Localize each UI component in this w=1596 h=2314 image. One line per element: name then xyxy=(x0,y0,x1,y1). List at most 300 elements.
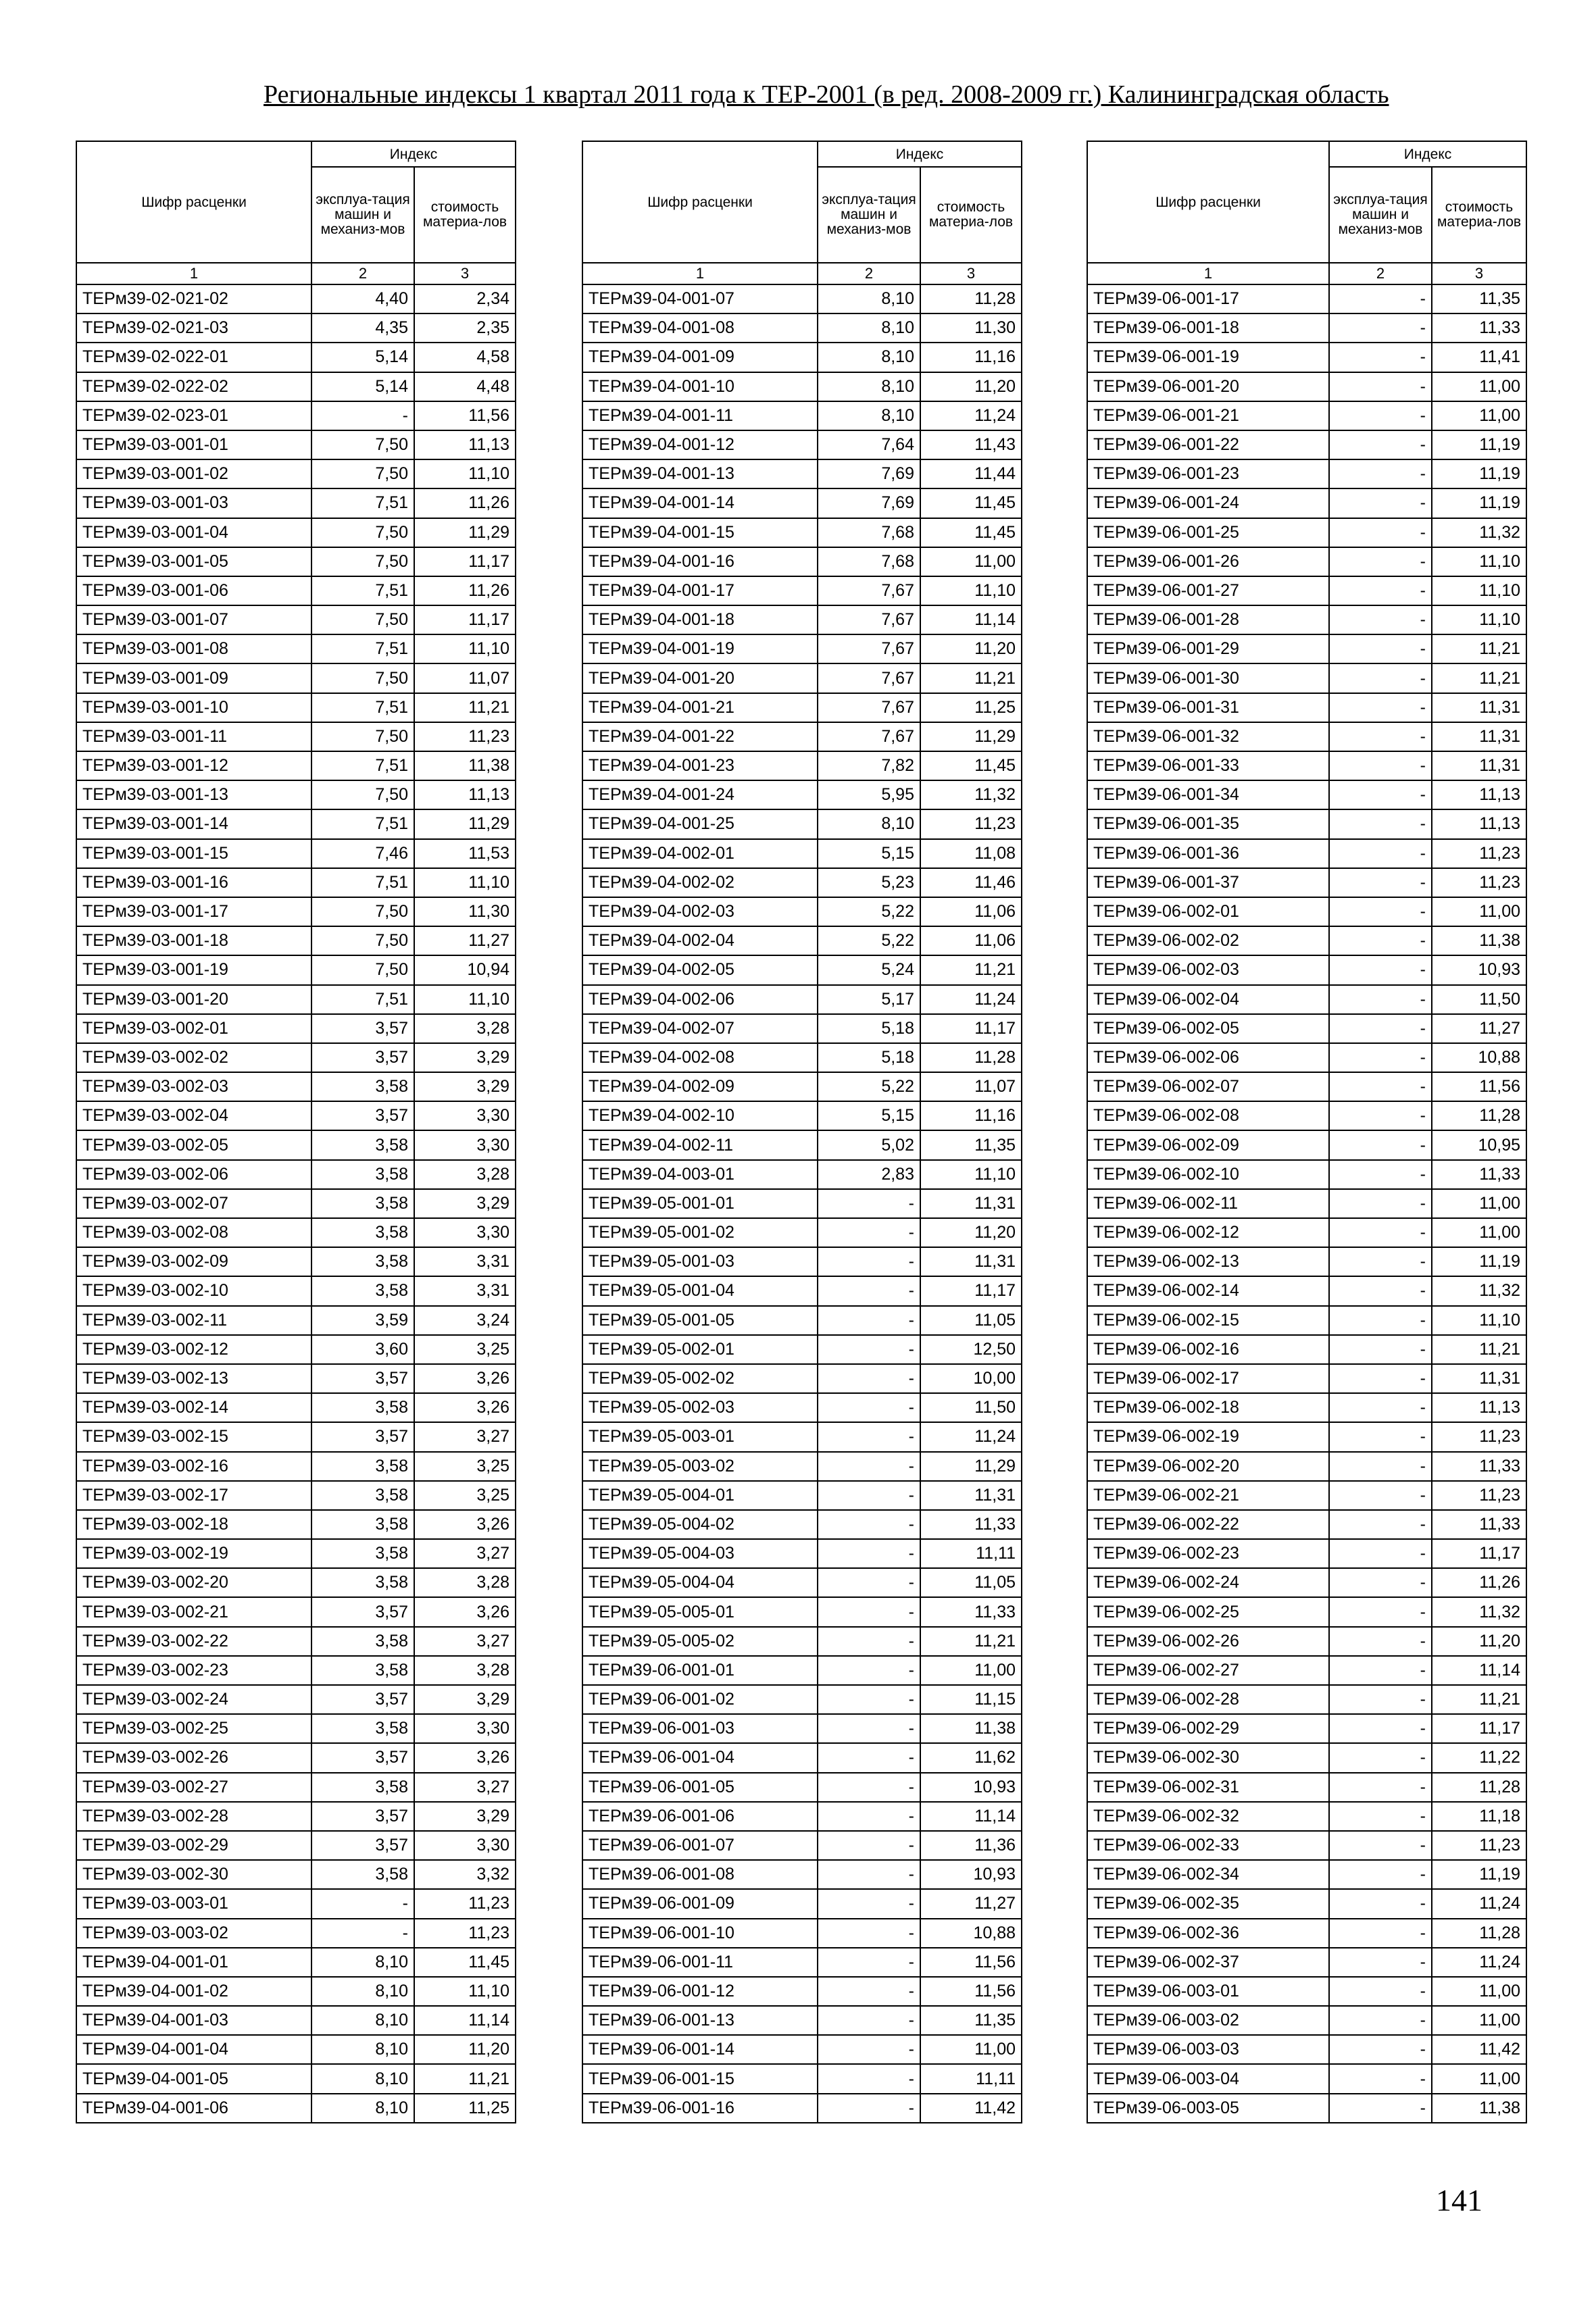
materials-index: 11,56 xyxy=(1432,1072,1526,1101)
materials-index: 11,26 xyxy=(414,488,516,518)
rate-code: ТЕРм39-05-003-01 xyxy=(582,1422,818,1451)
machines-index: 7,50 xyxy=(311,518,414,547)
rate-code: ТЕРм39-02-021-03 xyxy=(76,313,311,343)
machines-index: 5,23 xyxy=(818,868,920,897)
materials-index: 11,05 xyxy=(920,1568,1022,1597)
rate-code: ТЕРм39-06-002-32 xyxy=(1087,1802,1329,1831)
machines-index: - xyxy=(1329,2035,1432,2064)
materials-index: 11,33 xyxy=(1432,1160,1526,1189)
rate-code: ТЕРм39-06-001-18 xyxy=(1087,313,1329,343)
machines-index: 4,35 xyxy=(311,313,414,343)
materials-index: 11,38 xyxy=(1432,2094,1526,2123)
materials-index: 11,20 xyxy=(414,2035,516,2064)
table-row xyxy=(582,576,1022,605)
table-row xyxy=(76,1218,516,1247)
materials-index: 11,24 xyxy=(920,401,1022,430)
header-num-2: 2 xyxy=(818,263,920,284)
materials-index: 11,10 xyxy=(920,1160,1022,1189)
table-row xyxy=(76,1568,516,1597)
table-row xyxy=(1087,1889,1526,1918)
machines-index: - xyxy=(818,1247,920,1276)
rate-code: ТЕРм39-03-001-06 xyxy=(76,576,311,605)
rate-code: ТЕРм39-03-002-23 xyxy=(76,1656,311,1685)
header-materials: стоимость материа-лов xyxy=(414,167,516,263)
table-row xyxy=(1087,1160,1526,1189)
rate-code: ТЕРм39-03-001-07 xyxy=(76,605,311,634)
rate-code: ТЕРм39-05-005-02 xyxy=(582,1627,818,1656)
table-row xyxy=(582,868,1022,897)
machines-index: 3,58 xyxy=(311,1860,414,1889)
machines-index: 3,58 xyxy=(311,1510,414,1539)
materials-index: 3,24 xyxy=(414,1306,516,1335)
materials-index: 11,43 xyxy=(920,430,1022,459)
materials-index: 11,20 xyxy=(920,634,1022,663)
materials-index: 11,33 xyxy=(920,1510,1022,1539)
rate-code: ТЕРм39-04-001-07 xyxy=(582,284,818,313)
table-row xyxy=(76,926,516,955)
materials-index: 11,17 xyxy=(920,1014,1022,1043)
materials-index: 11,10 xyxy=(1432,547,1526,576)
header-machines: эксплуа-тация машин и механиз-мов xyxy=(311,167,414,263)
machines-index: - xyxy=(818,1276,920,1305)
rate-code: ТЕРм39-03-001-18 xyxy=(76,926,311,955)
table-row xyxy=(76,1393,516,1422)
materials-index: 11,17 xyxy=(1432,1539,1526,1568)
rate-code: ТЕРм39-03-001-19 xyxy=(76,955,311,984)
materials-index: 3,28 xyxy=(414,1160,516,1189)
rate-code: ТЕРм39-06-001-36 xyxy=(1087,839,1329,868)
materials-index: 11,32 xyxy=(1432,1597,1526,1626)
rate-code: ТЕРм39-04-001-04 xyxy=(76,2035,311,2064)
materials-index: 11,21 xyxy=(1432,1685,1526,1714)
header-num-2: 2 xyxy=(1329,263,1432,284)
materials-index: 11,36 xyxy=(920,1831,1022,1860)
rate-code: ТЕРм39-04-001-03 xyxy=(76,2006,311,2035)
header-code: Шифр расценки xyxy=(1087,141,1329,263)
rate-code: ТЕРм39-02-022-01 xyxy=(76,343,311,372)
rate-code: ТЕРм39-05-002-03 xyxy=(582,1393,818,1422)
machines-index: - xyxy=(1329,1072,1432,1101)
machines-index: 7,46 xyxy=(311,839,414,868)
table-row xyxy=(582,1773,1022,1802)
table-row xyxy=(76,1889,516,1918)
rate-code: ТЕРм39-06-002-23 xyxy=(1087,1539,1329,1568)
materials-index: 11,24 xyxy=(1432,1948,1526,1977)
table-row xyxy=(1087,985,1526,1014)
table-row xyxy=(1087,1685,1526,1714)
materials-index: 11,00 xyxy=(1432,1977,1526,2006)
table-row xyxy=(1087,547,1526,576)
materials-index: 11,38 xyxy=(1432,926,1526,955)
rate-code: ТЕРм39-03-002-11 xyxy=(76,1306,311,1335)
materials-index: 11,42 xyxy=(920,2094,1022,2123)
rate-code: ТЕРм39-06-002-14 xyxy=(1087,1276,1329,1305)
header-index: Индекс xyxy=(311,141,516,167)
materials-index: 12,50 xyxy=(920,1335,1022,1364)
materials-index: 3,27 xyxy=(414,1773,516,1802)
materials-index: 11,28 xyxy=(1432,1773,1526,1802)
rate-code: ТЕРм39-06-001-08 xyxy=(582,1860,818,1889)
machines-index: - xyxy=(818,1539,920,1568)
rate-code: ТЕРм39-04-002-03 xyxy=(582,897,818,926)
machines-index: 3,60 xyxy=(311,1335,414,1364)
rate-code: ТЕРм39-06-001-15 xyxy=(582,2064,818,2093)
table-body xyxy=(1087,284,1526,2123)
machines-index: 5,95 xyxy=(818,780,920,809)
machines-index: - xyxy=(818,1510,920,1539)
materials-index: 11,00 xyxy=(920,1656,1022,1685)
table-row xyxy=(76,518,516,547)
rate-code: ТЕРм39-05-004-04 xyxy=(582,1568,818,1597)
rate-code: ТЕРм39-06-003-03 xyxy=(1087,2035,1329,2064)
table-row xyxy=(76,1014,516,1043)
materials-index: 11,19 xyxy=(1432,1247,1526,1276)
machines-index: 3,58 xyxy=(311,1393,414,1422)
table-row xyxy=(76,1335,516,1364)
machines-index: 7,51 xyxy=(311,634,414,663)
rate-code: ТЕРм39-06-002-33 xyxy=(1087,1831,1329,1860)
table-row xyxy=(76,1802,516,1831)
machines-index: - xyxy=(1329,401,1432,430)
table-row xyxy=(1087,1860,1526,1889)
rate-index-table-3 xyxy=(1087,141,1527,2123)
machines-index: - xyxy=(818,1919,920,1948)
table-row xyxy=(582,1422,1022,1451)
rate-code: ТЕРм39-04-001-12 xyxy=(582,430,818,459)
materials-index: 11,16 xyxy=(920,1101,1022,1130)
materials-index: 11,13 xyxy=(1432,780,1526,809)
header-code: Шифр расценки xyxy=(582,141,818,263)
table-row xyxy=(76,2006,516,2035)
table-row xyxy=(582,2094,1022,2123)
header-materials: стоимость материа-лов xyxy=(920,167,1022,263)
machines-index: - xyxy=(818,1452,920,1481)
machines-index: 3,58 xyxy=(311,1568,414,1597)
rate-code: ТЕРм39-02-022-02 xyxy=(76,372,311,401)
materials-index: 11,31 xyxy=(920,1189,1022,1218)
rate-code: ТЕРм39-03-002-13 xyxy=(76,1364,311,1393)
rate-code: ТЕРм39-04-001-21 xyxy=(582,693,818,722)
machines-index: - xyxy=(818,1743,920,1772)
table-row xyxy=(76,372,516,401)
materials-index: 3,30 xyxy=(414,1101,516,1130)
materials-index: 11,27 xyxy=(920,1889,1022,1918)
rate-code: ТЕРм39-03-001-02 xyxy=(76,459,311,488)
materials-index: 11,21 xyxy=(1432,1335,1526,1364)
machines-index: - xyxy=(1329,1948,1432,1977)
materials-index: 11,30 xyxy=(414,897,516,926)
rate-code: ТЕРм39-05-003-02 xyxy=(582,1452,818,1481)
machines-index: - xyxy=(1329,1189,1432,1218)
machines-index: - xyxy=(1329,1685,1432,1714)
table-row xyxy=(76,284,516,313)
table-row xyxy=(1087,1977,1526,2006)
rate-code: ТЕРм39-04-001-05 xyxy=(76,2064,311,2093)
table-row xyxy=(1087,1773,1526,1802)
table-row xyxy=(76,1130,516,1159)
materials-index: 3,29 xyxy=(414,1189,516,1218)
rate-code: ТЕРм39-03-001-13 xyxy=(76,780,311,809)
table-row xyxy=(582,722,1022,751)
table-row xyxy=(582,1072,1022,1101)
materials-index: 11,19 xyxy=(1432,1860,1526,1889)
materials-index: 11,13 xyxy=(1432,809,1526,838)
machines-index: 3,57 xyxy=(311,1422,414,1451)
materials-index: 11,45 xyxy=(414,1948,516,1977)
rate-code: ТЕРм39-06-002-35 xyxy=(1087,1889,1329,1918)
rate-code: ТЕРм39-06-001-13 xyxy=(582,2006,818,2035)
materials-index: 3,30 xyxy=(414,1714,516,1743)
machines-index: - xyxy=(1329,1773,1432,1802)
materials-index: 10,94 xyxy=(414,955,516,984)
rate-code: ТЕРм39-03-003-01 xyxy=(76,1889,311,1918)
machines-index: 7,67 xyxy=(818,576,920,605)
machines-index: - xyxy=(1329,1656,1432,1685)
table-row xyxy=(582,1218,1022,1247)
machines-index: 7,68 xyxy=(818,518,920,547)
table-row xyxy=(1087,1014,1526,1043)
machines-index: - xyxy=(1329,751,1432,780)
machines-index: - xyxy=(1329,1889,1432,1918)
machines-index: - xyxy=(818,1831,920,1860)
machines-index: 3,57 xyxy=(311,1043,414,1072)
table-row xyxy=(1087,1130,1526,1159)
materials-index: 3,25 xyxy=(414,1481,516,1510)
table-row xyxy=(76,488,516,518)
table-row xyxy=(1087,2094,1526,2123)
machines-index: - xyxy=(1329,1276,1432,1305)
rate-code: ТЕРм39-03-002-08 xyxy=(76,1218,311,1247)
machines-index: 7,51 xyxy=(311,693,414,722)
rate-code: ТЕРм39-03-002-17 xyxy=(76,1481,311,1510)
rate-code: ТЕРм39-06-002-07 xyxy=(1087,1072,1329,1101)
rate-code: ТЕРм39-06-001-16 xyxy=(582,2094,818,2123)
rate-code: ТЕРм39-04-001-20 xyxy=(582,663,818,693)
materials-index: 11,35 xyxy=(920,2006,1022,2035)
machines-index: - xyxy=(1329,868,1432,897)
machines-index: 3,57 xyxy=(311,1101,414,1130)
machines-index: 8,10 xyxy=(818,343,920,372)
machines-index: - xyxy=(818,1773,920,1802)
materials-index: 11,31 xyxy=(1432,751,1526,780)
machines-index: 7,50 xyxy=(311,663,414,693)
machines-index: 5,22 xyxy=(818,1072,920,1101)
materials-index: 3,30 xyxy=(414,1218,516,1247)
materials-index: 3,25 xyxy=(414,1335,516,1364)
table-row xyxy=(582,1160,1022,1189)
table-row xyxy=(76,1627,516,1656)
machines-index: - xyxy=(1329,985,1432,1014)
table-row xyxy=(582,2006,1022,2035)
machines-index: 3,57 xyxy=(311,1597,414,1626)
table-row xyxy=(76,1714,516,1743)
machines-index: 3,58 xyxy=(311,1627,414,1656)
rate-index-table-1 xyxy=(76,141,516,2123)
materials-index: 11,25 xyxy=(920,693,1022,722)
machines-index: 3,59 xyxy=(311,1306,414,1335)
materials-index: 11,00 xyxy=(1432,1189,1526,1218)
rate-code: ТЕРм39-05-001-02 xyxy=(582,1218,818,1247)
machines-index: - xyxy=(818,1481,920,1510)
materials-index: 11,22 xyxy=(1432,1743,1526,1772)
machines-index: - xyxy=(1329,1452,1432,1481)
rate-code: ТЕРм39-06-001-20 xyxy=(1087,372,1329,401)
materials-index: 3,30 xyxy=(414,1831,516,1860)
rate-code: ТЕРм39-03-002-25 xyxy=(76,1714,311,1743)
rate-code: ТЕРм39-03-003-02 xyxy=(76,1919,311,1948)
rate-code: ТЕРм39-04-002-10 xyxy=(582,1101,818,1130)
header-index: Индекс xyxy=(1329,141,1526,167)
materials-index: 11,23 xyxy=(1432,1481,1526,1510)
machines-index: 3,58 xyxy=(311,1072,414,1101)
machines-index: 2,83 xyxy=(818,1160,920,1189)
machines-index: - xyxy=(1329,1510,1432,1539)
rate-code: ТЕРм39-04-001-25 xyxy=(582,809,818,838)
table-row xyxy=(1087,1306,1526,1335)
table-row xyxy=(1087,1656,1526,1685)
table-row xyxy=(76,1072,516,1101)
machines-index: 7,67 xyxy=(818,663,920,693)
rate-code: ТЕРм39-06-001-03 xyxy=(582,1714,818,1743)
machines-index: - xyxy=(1329,518,1432,547)
materials-index: 4,58 xyxy=(414,343,516,372)
table-row xyxy=(1087,780,1526,809)
rate-code: ТЕРм39-04-002-05 xyxy=(582,955,818,984)
machines-index: - xyxy=(818,1948,920,1977)
rate-code: ТЕРм39-04-001-11 xyxy=(582,401,818,430)
table-row xyxy=(582,839,1022,868)
table-row xyxy=(1087,488,1526,518)
materials-index: 11,23 xyxy=(414,722,516,751)
table-row xyxy=(76,985,516,1014)
machines-index: - xyxy=(311,1889,414,1918)
machines-index: 5,18 xyxy=(818,1014,920,1043)
materials-index: 11,31 xyxy=(920,1481,1022,1510)
table-row xyxy=(582,1714,1022,1743)
rate-code: ТЕРм39-06-002-08 xyxy=(1087,1101,1329,1130)
materials-index: 11,14 xyxy=(414,2006,516,2035)
rate-code: ТЕРм39-03-002-02 xyxy=(76,1043,311,1072)
rate-code: ТЕРм39-03-002-28 xyxy=(76,1802,311,1831)
table-body xyxy=(76,284,516,2123)
rate-code: ТЕРм39-06-001-33 xyxy=(1087,751,1329,780)
machines-index: 7,51 xyxy=(311,576,414,605)
rate-code: ТЕРм39-03-002-01 xyxy=(76,1014,311,1043)
table-row xyxy=(582,1335,1022,1364)
rate-code: ТЕРм39-06-001-23 xyxy=(1087,459,1329,488)
machines-index: - xyxy=(1329,1597,1432,1626)
table-row xyxy=(76,430,516,459)
rate-code: ТЕРм39-03-002-04 xyxy=(76,1101,311,1130)
rate-code: ТЕРм39-04-001-13 xyxy=(582,459,818,488)
header-num-3: 3 xyxy=(920,263,1022,284)
table-row xyxy=(76,780,516,809)
table-row xyxy=(582,1452,1022,1481)
table-row xyxy=(582,1831,1022,1860)
table-row xyxy=(582,372,1022,401)
table-row xyxy=(582,1014,1022,1043)
rate-code: ТЕРм39-06-002-02 xyxy=(1087,926,1329,955)
materials-index: 3,26 xyxy=(414,1597,516,1626)
rate-code: ТЕРм39-06-002-15 xyxy=(1087,1306,1329,1335)
table-row xyxy=(582,1568,1022,1597)
materials-index: 10,93 xyxy=(920,1860,1022,1889)
table-row xyxy=(582,1306,1022,1335)
rate-code: ТЕРм39-06-002-20 xyxy=(1087,1452,1329,1481)
table-row xyxy=(1087,284,1526,313)
materials-index: 11,24 xyxy=(920,1422,1022,1451)
rate-code: ТЕРм39-03-002-03 xyxy=(76,1072,311,1101)
table-row xyxy=(76,1773,516,1802)
materials-index: 11,00 xyxy=(920,547,1022,576)
rate-code: ТЕРм39-04-002-07 xyxy=(582,1014,818,1043)
machines-index: 5,22 xyxy=(818,926,920,955)
rate-code: ТЕРм39-06-001-10 xyxy=(582,1919,818,1948)
rate-code: ТЕРм39-04-001-10 xyxy=(582,372,818,401)
machines-index: 5,17 xyxy=(818,985,920,1014)
machines-index: - xyxy=(1329,1481,1432,1510)
table-row xyxy=(582,1510,1022,1539)
machines-index: 3,58 xyxy=(311,1481,414,1510)
rate-code: ТЕРм39-04-001-14 xyxy=(582,488,818,518)
rate-code: ТЕРм39-06-002-03 xyxy=(1087,955,1329,984)
table-row xyxy=(1087,897,1526,926)
materials-index: 10,88 xyxy=(1432,1043,1526,1072)
machines-index: 3,58 xyxy=(311,1452,414,1481)
table-row xyxy=(1087,868,1526,897)
rate-code: ТЕРм39-06-002-21 xyxy=(1087,1481,1329,1510)
table-row xyxy=(76,1860,516,1889)
machines-index: - xyxy=(1329,955,1432,984)
machines-index: 7,51 xyxy=(311,985,414,1014)
materials-index: 11,41 xyxy=(1432,343,1526,372)
materials-index: 11,50 xyxy=(1432,985,1526,1014)
materials-index: 11,21 xyxy=(920,663,1022,693)
materials-index: 11,53 xyxy=(414,839,516,868)
table-row xyxy=(1087,1043,1526,1072)
table-row xyxy=(582,1539,1022,1568)
machines-index: - xyxy=(1329,1539,1432,1568)
rate-code: ТЕРм39-03-001-14 xyxy=(76,809,311,838)
materials-index: 3,29 xyxy=(414,1802,516,1831)
machines-index: - xyxy=(1329,1043,1432,1072)
materials-index: 11,18 xyxy=(1432,1802,1526,1831)
rate-code: ТЕРм39-06-001-26 xyxy=(1087,547,1329,576)
table-row xyxy=(76,2094,516,2123)
table-row xyxy=(76,2064,516,2093)
rate-code: ТЕРм39-03-002-10 xyxy=(76,1276,311,1305)
rate-code: ТЕРм39-03-001-09 xyxy=(76,663,311,693)
machines-index: - xyxy=(1329,663,1432,693)
rate-code: ТЕРм39-04-001-16 xyxy=(582,547,818,576)
materials-index: 3,29 xyxy=(414,1043,516,1072)
rate-code: ТЕРм39-06-002-30 xyxy=(1087,1743,1329,1772)
table-row xyxy=(76,634,516,663)
rate-code: ТЕРм39-06-001-11 xyxy=(582,1948,818,1977)
table-row xyxy=(1087,1452,1526,1481)
table-row xyxy=(76,693,516,722)
materials-index: 3,26 xyxy=(414,1393,516,1422)
table-row xyxy=(582,1977,1022,2006)
machines-index: 8,10 xyxy=(818,401,920,430)
header-machines: эксплуа-тация машин и механиз-мов xyxy=(1329,167,1432,263)
machines-index: - xyxy=(818,1656,920,1685)
materials-index: 11,27 xyxy=(414,926,516,955)
rate-code: ТЕРм39-06-001-28 xyxy=(1087,605,1329,634)
materials-index: 11,27 xyxy=(1432,1014,1526,1043)
materials-index: 11,00 xyxy=(1432,401,1526,430)
machines-index: 8,10 xyxy=(818,372,920,401)
